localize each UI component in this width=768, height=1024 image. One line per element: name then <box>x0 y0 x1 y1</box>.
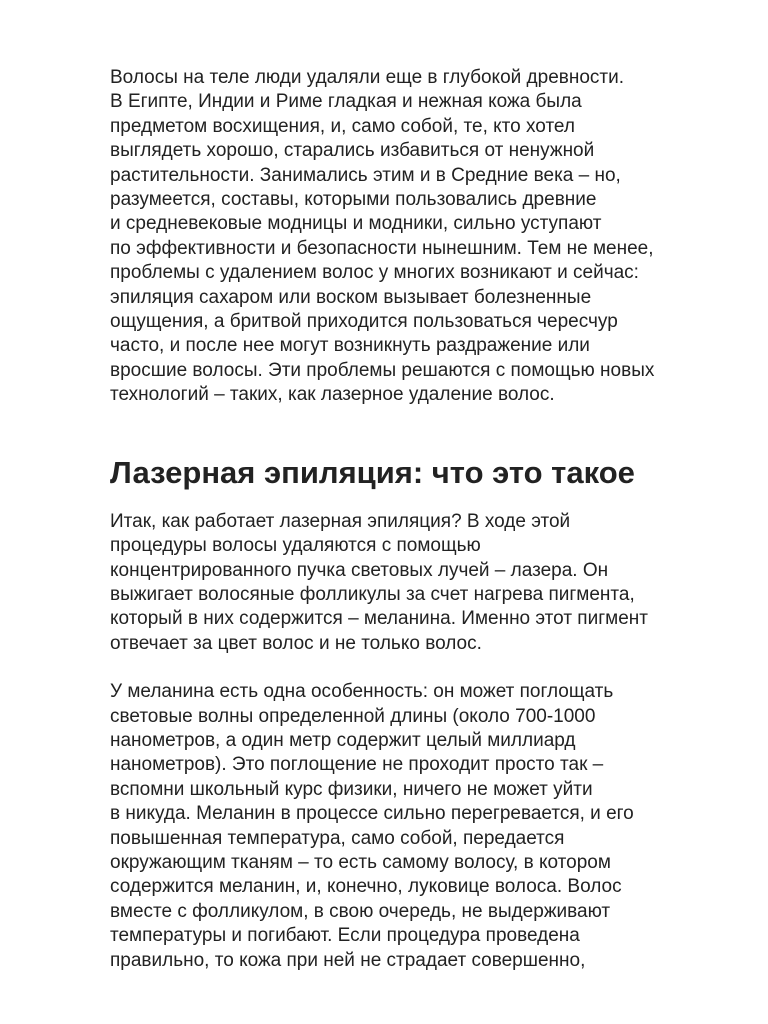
text-line: отвечает за цвет волос и не только волос. <box>110 632 482 654</box>
text-line: нанометров). Это поглощение не проходит просто так – <box>110 754 604 776</box>
text-line: вросшие волосы. Эти проблемы решаются с помощью новых <box>110 359 655 381</box>
text-line: концентрированного пучка световых лучей – лазера. Он <box>110 559 609 581</box>
text-line: содержится меланин, и, конечно, луковице волоса. Волос <box>110 876 622 898</box>
text-line: ощущения, а бритвой приходится пользоваться чересчур <box>110 311 618 333</box>
text-line: повышенная температура, само собой, передается <box>110 827 565 849</box>
text-line: часто, и после нее могут возникнуть раздражение или <box>110 335 590 357</box>
text-line: правильно, то кожа при ней не страдает совершенно, <box>110 949 586 971</box>
text-line: который в них содержится – меланина. Именно этот пигмент <box>110 608 648 630</box>
text-line: температуры и погибают. Если процедура проведена <box>110 925 580 947</box>
text-line: в никуда. Меланин в процессе сильно перегревается, и его <box>110 803 634 825</box>
text-line: процедуры волосы удаляются с помощью <box>110 535 481 557</box>
text-line: растительности. Занимались этим и в Средние века – но, <box>110 164 621 186</box>
text-line: Волосы на теле люди удаляли еще в глубокой древности. <box>110 67 625 88</box>
text-line: Итак, как работает лазерная эпиляция? В ходе этой <box>110 510 571 532</box>
text-line: выглядеть хорошо, старались избавиться от ненужной <box>110 140 595 162</box>
text-line: окружающим тканям – то есть самому волосу, в котором <box>110 851 611 873</box>
how-it-works-paragraph <box>110 510 710 656</box>
intro-paragraph <box>110 66 710 408</box>
text-line: вспомни школьный курс физики, ничего не может уйти <box>110 778 593 800</box>
section-heading: Лазерная эпиляция: что это такое <box>110 454 635 490</box>
text-line: выжигает волосяные фолликулы за счет нагрева пигмента, <box>110 583 635 605</box>
text-line: эпиляция сахаром или воском вызывает болезненные <box>110 286 592 308</box>
text-line: нанометров, а один метр содержит целый миллиард <box>110 729 576 751</box>
text-line: проблемы с удалением волос у многих возникают и сейчас: <box>110 262 639 284</box>
text-line: и средневековые модницы и модники, сильно уступают <box>110 213 602 235</box>
text-line: предметом восхищения, и, само собой, те, кто хотел <box>110 115 575 137</box>
melanin-paragraph <box>110 680 710 973</box>
text-line: световые волны определенной длины (около 700-1000 <box>110 705 596 727</box>
document-page <box>110 66 710 973</box>
text-line: по эффективности и безопасности нынешним. Тем не менее, <box>110 237 654 259</box>
text-line: У меланина есть одна особенность: он может поглощать <box>110 681 614 703</box>
text-line: разумеется, составы, которыми пользовались древние <box>110 189 597 211</box>
text-line: технологий – таких, как лазерное удаление волос. <box>110 384 555 406</box>
text-line: вместе с фолликулом, в свою очередь, не выдерживают <box>110 900 611 922</box>
text-line: В Египте, Индии и Риме гладкая и нежная кожа была <box>110 91 582 113</box>
